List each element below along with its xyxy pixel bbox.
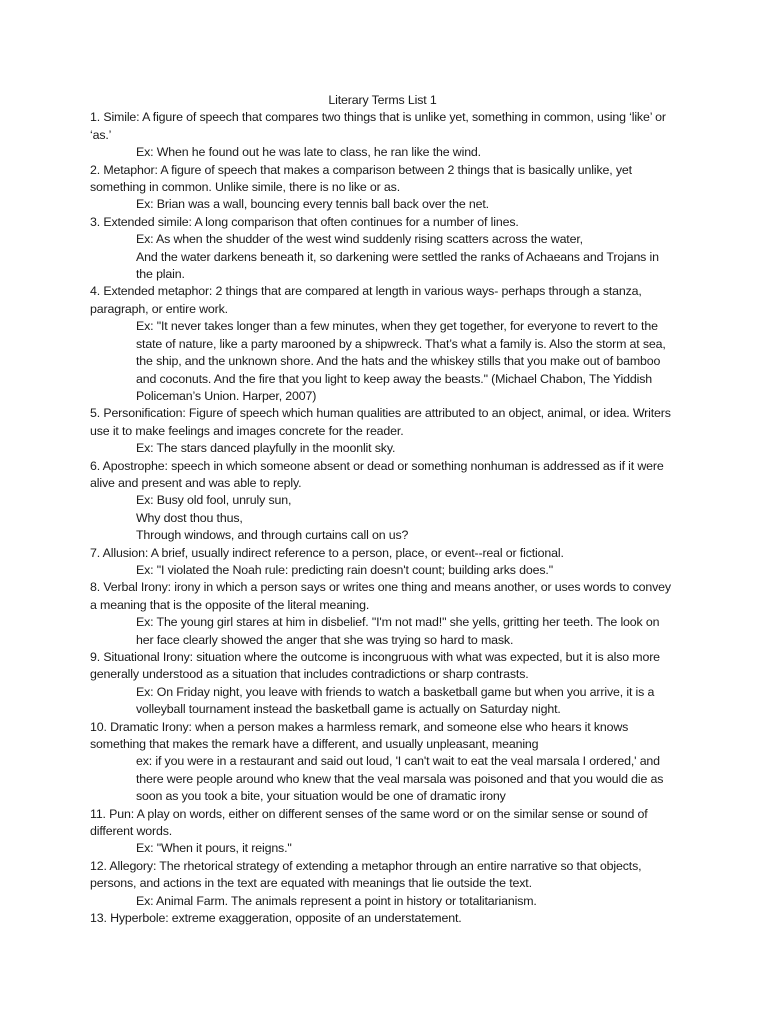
term-entry — [90, 545, 675, 580]
term-definition: 9. Situational Irony: situation where the outcome is incongruous with what was expected, but it is also more generally understood as a situation that includes contradictions or sharp contrasts. — [90, 650, 660, 682]
term-example: Ex: The stars danced playfully in the moonlit sky. — [136, 441, 396, 456]
term-entry — [90, 109, 675, 161]
term-definition: 12. Allegory: The rhetorical strategy of extending a metaphor through an entire narrative so that objects, persons, and actions in the text are equated with meanings that lie outside the text. — [90, 858, 642, 891]
term-entry — [90, 806, 675, 858]
term-entry — [90, 649, 675, 719]
term-example: Ex: "It never takes longer than a few minutes, when they get together, for everyone to revert to the state of nature, like a party marooned by a shipwreck. That’s what a family is. Also the storm at sea, the ship, and the unknown shore. And the hats and the whiskey stills that you make out of bamboo and coconuts. And the fire that you light to keep away the beasts." (Michael Chabon, The Yiddish Policeman’s Union. Harper, 2007) — [136, 319, 666, 403]
terms-list — [90, 109, 675, 927]
term-entry — [90, 214, 675, 284]
term-definition: 4. Extended metaphor: 2 things that are compared at length in various ways- perhaps through a stanza, paragraph, or entire work. — [90, 284, 642, 316]
term-entry — [90, 405, 675, 457]
term-example: Ex: Animal Farm. The animals represent a point in history or totalitarianism. — [136, 893, 537, 908]
term-entry — [90, 719, 675, 806]
term-example: Ex: The young girl stares at him in disbelief. "I'm not mad!" she yells, gritting her teeth. The look on her face clearly showed the anger that she was trying so hard to mask. — [136, 615, 660, 647]
term-example: Ex: As when the shudder of the west wind suddenly rising scatters across the water, — [136, 232, 583, 247]
term-definition: 7. Allusion: A brief, usually indirect reference to a person, place, or event--real or fictional. — [90, 545, 564, 560]
term-example: ex: if you were in a restaurant and said out loud, 'I can't wait to eat the veal marsala I ordered,' and there were people around who knew that the veal marsala was poisoned and that you would die as soon as you took a bite, your situation would be one of dramatic irony — [136, 754, 664, 804]
term-definition: 10. Dramatic Irony: when a person makes a harmless remark, and someone else who hears it knows something that makes the remark have a different, and usually unpleasant, meaning — [90, 719, 629, 752]
term-definition: 13. Hyperbole: extreme exaggeration, opposite of an understatement. — [90, 911, 462, 926]
term-example: Ex: "When it pours, it reigns." — [136, 841, 292, 856]
term-example: Why dost thou thus, — [136, 510, 243, 525]
term-definition: 1. Simile: A figure of speech that compares two things that is unlike yet, something in common, using ‘like’ or ‘as.’ — [90, 110, 666, 142]
term-entry — [90, 283, 675, 405]
term-example: Ex: Brian was a wall, bouncing every tennis ball back over the net. — [136, 197, 489, 212]
term-entry — [90, 162, 675, 214]
document-title: Literary Terms List 1 — [328, 93, 437, 107]
term-example: Through windows, and through curtains call on us? — [136, 528, 409, 543]
term-definition: 2. Metaphor: A figure of speech that makes a comparison between 2 things that is basically unlike, yet something in common. Unlike simile, there is no like or as. — [90, 162, 632, 195]
term-entry — [90, 910, 675, 927]
term-definition: 5. Personification: Figure of speech which human qualities are attributed to an object, animal, or idea. Writers use it to make feelings and images concrete for the reader. — [90, 406, 671, 438]
term-definition: 8. Verbal Irony: irony in which a person says or writes one thing and means another, or uses words to convey a meaning that is the opposite of the literal meaning. — [90, 580, 671, 612]
term-example: And the water darkens beneath it, so darkening were settled the ranks of Achaeans and Trojans in the plain. — [136, 249, 659, 282]
term-example: Ex: On Friday night, you leave with friends to watch a basketball game but when you arrive, it is a volleyball tournament instead the basketball game is actually on Saturday night. — [136, 684, 655, 717]
term-entry — [90, 579, 675, 649]
term-example: Ex: Busy old fool, unruly sun, — [136, 493, 292, 508]
term-definition: 3. Extended simile: A long comparison that often continues for a number of lines. — [90, 214, 519, 229]
term-example: Ex: When he found out he was late to class, he ran like the wind. — [136, 145, 481, 160]
term-definition: 6. Apostrophe: speech in which someone absent or dead or something nonhuman is addressed as if it were alive and present and was able to reply. — [90, 458, 664, 490]
term-definition: 11. Pun: A play on words, either on different senses of the same word or on the similar sense or sound of different words. — [90, 806, 648, 839]
term-entry — [90, 458, 675, 545]
term-example: Ex: "I violated the Noah rule: predicting rain doesn't count; building arks does." — [136, 562, 553, 577]
document-page — [90, 92, 675, 928]
term-entry — [90, 858, 675, 910]
